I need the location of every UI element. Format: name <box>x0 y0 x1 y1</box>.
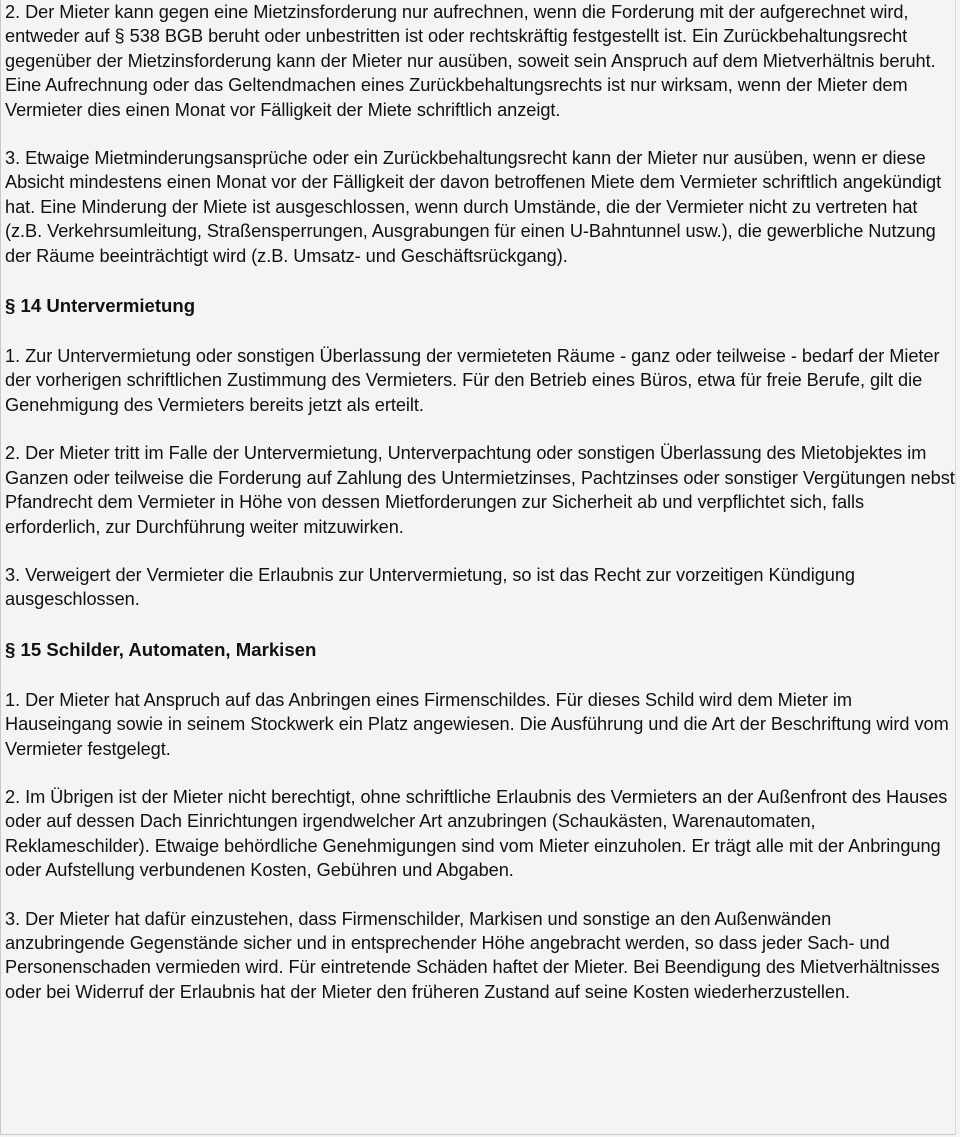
paragraph-14-2: 2. Der Mieter tritt im Falle der Untervermietung, Unterverpachtung oder sonstigen Überlassung des Mietobjektes im Ganzen oder teilweise die Forderung auf Zahlung des Untermietzinses, Pachtzinses oder sonstiger Vergütungen nebst Pfandrecht dem Vermieter in Höhe von dessen Mietforderungen zur Sicherheit ab und verpflichtet sich, falls erforderlich, zur Durchführung weiter mitzuwirken. <box>5 443 955 537</box>
spacer <box>5 761 955 785</box>
paragraph-14-1: 1. Zur Untervermietung oder sonstigen Überlassung der vermieteten Räume - ganz oder teilweise - bedarf der Mieter der vorherigen schriftlichen Zustimmung des Vermieters. Für den Betrieb eines Büros, etwa für freie Berufe, gilt die Genehmigung des Vermieters bereits jetzt als erteilt. <box>5 346 940 415</box>
spacer <box>5 612 955 638</box>
section-heading-14: § 14 Untervermietung <box>5 295 196 317</box>
paragraph-15-1: 1. Der Mieter hat Anspruch auf das Anbringen eines Firmenschildes. Für dieses Schild wird dem Mieter im Hauseingang sowie in seinem Stockwerk ein Platz angewiesen. Die Ausführung und die Art der Beschriftung wird vom Vermieter festgelegt. <box>5 689 949 759</box>
spacer <box>5 417 955 441</box>
spacer <box>5 662 955 688</box>
spacer <box>5 268 955 294</box>
spacer <box>5 539 955 563</box>
paragraph-13-3: 3. Etwaige Mietminderungsansprüche oder ein Zurückbehaltungsrecht kann der Mieter nur ausüben, wenn er diese Absicht mindestens einen Monat vor der Fälligkeit der davon betroffenen Miete dem Vermieter schriftlich angekündigt hat. Eine Minderung der Miete ist ausgeschlossen, wenn durch Umstände, die der Vermieter nicht zu vertreten hat (z.B. Verkehrsumleitung, Straßensperrungen, Ausgrabungen für einen U-Bahntunnel usw.), die gewerbliche Nutzung der Räume beeinträchtigt wird (z.B. Umsatz- und Geschäftsrückgang). <box>5 148 942 266</box>
spacer <box>5 318 955 344</box>
section-heading-15: § 15 Schilder, Automaten, Markisen <box>5 638 317 660</box>
paragraph-15-3: 3. Der Mieter hat dafür einzustehen, dass Firmenschilder, Markisen und sonstige an den Außenwänden anzubringende Gegenstände sicher und in entsprechender Höhe angebracht werden, so dass jeder Sach- und Personenschaden vermieden wird. Für eintretende Schäden haftet der Mieter. Bei Beendigung des Mietverhältnisses oder bei Widerruf der Erlaubnis hat der Mieter den früheren Zustand auf seine Kosten wiederherzustellen. <box>5 908 940 1002</box>
paragraph-14-3: 3. Verweigert der Vermieter die Erlaubnis zur Untervermietung, so ist das Recht zur vorzeitigen Kündigung ausgeschlossen. <box>5 564 855 610</box>
spacer <box>5 883 955 907</box>
paragraph-13-2: 2. Der Mieter kann gegen eine Mietzinsforderung nur aufrechnen, wenn die Forderung mit der aufgerechnet wird, entweder auf § 538 BGB beruht oder unbestritten ist oder rechtskräftig festgestellt ist. Ein Zurückbehaltungsrecht gegenüber der Mietzinsforderung kann der Mieter nur ausüben, soweit sein Anspruch auf dem Mietverhältnis beruht. Eine Aufrechnung oder das Geltendmachen eines Zurückbehaltungsrechts ist nur wirksam, wenn der Mieter dem Vermieter dies einen Monat vor Fälligkeit der Miete schriftlich anzeigt. <box>5 2 936 120</box>
paragraph-15-2: 2. Im Übrigen ist der Mieter nicht berechtigt, ohne schriftliche Erlaubnis des Vermieters an der Außenfront des Hauses oder auf dessen Dach Einrichtungen irgendwelcher Art anzubringen (Schaukästen, Warenautomaten, Reklameschilder). Etwaige behördliche Genehmigungen sind vom Mieter einzuholen. Er trägt alle mit der Anbringung oder Aufstellung verbundenen Kosten, Gebühren und Abgaben. <box>5 786 948 881</box>
spacer <box>5 122 955 146</box>
